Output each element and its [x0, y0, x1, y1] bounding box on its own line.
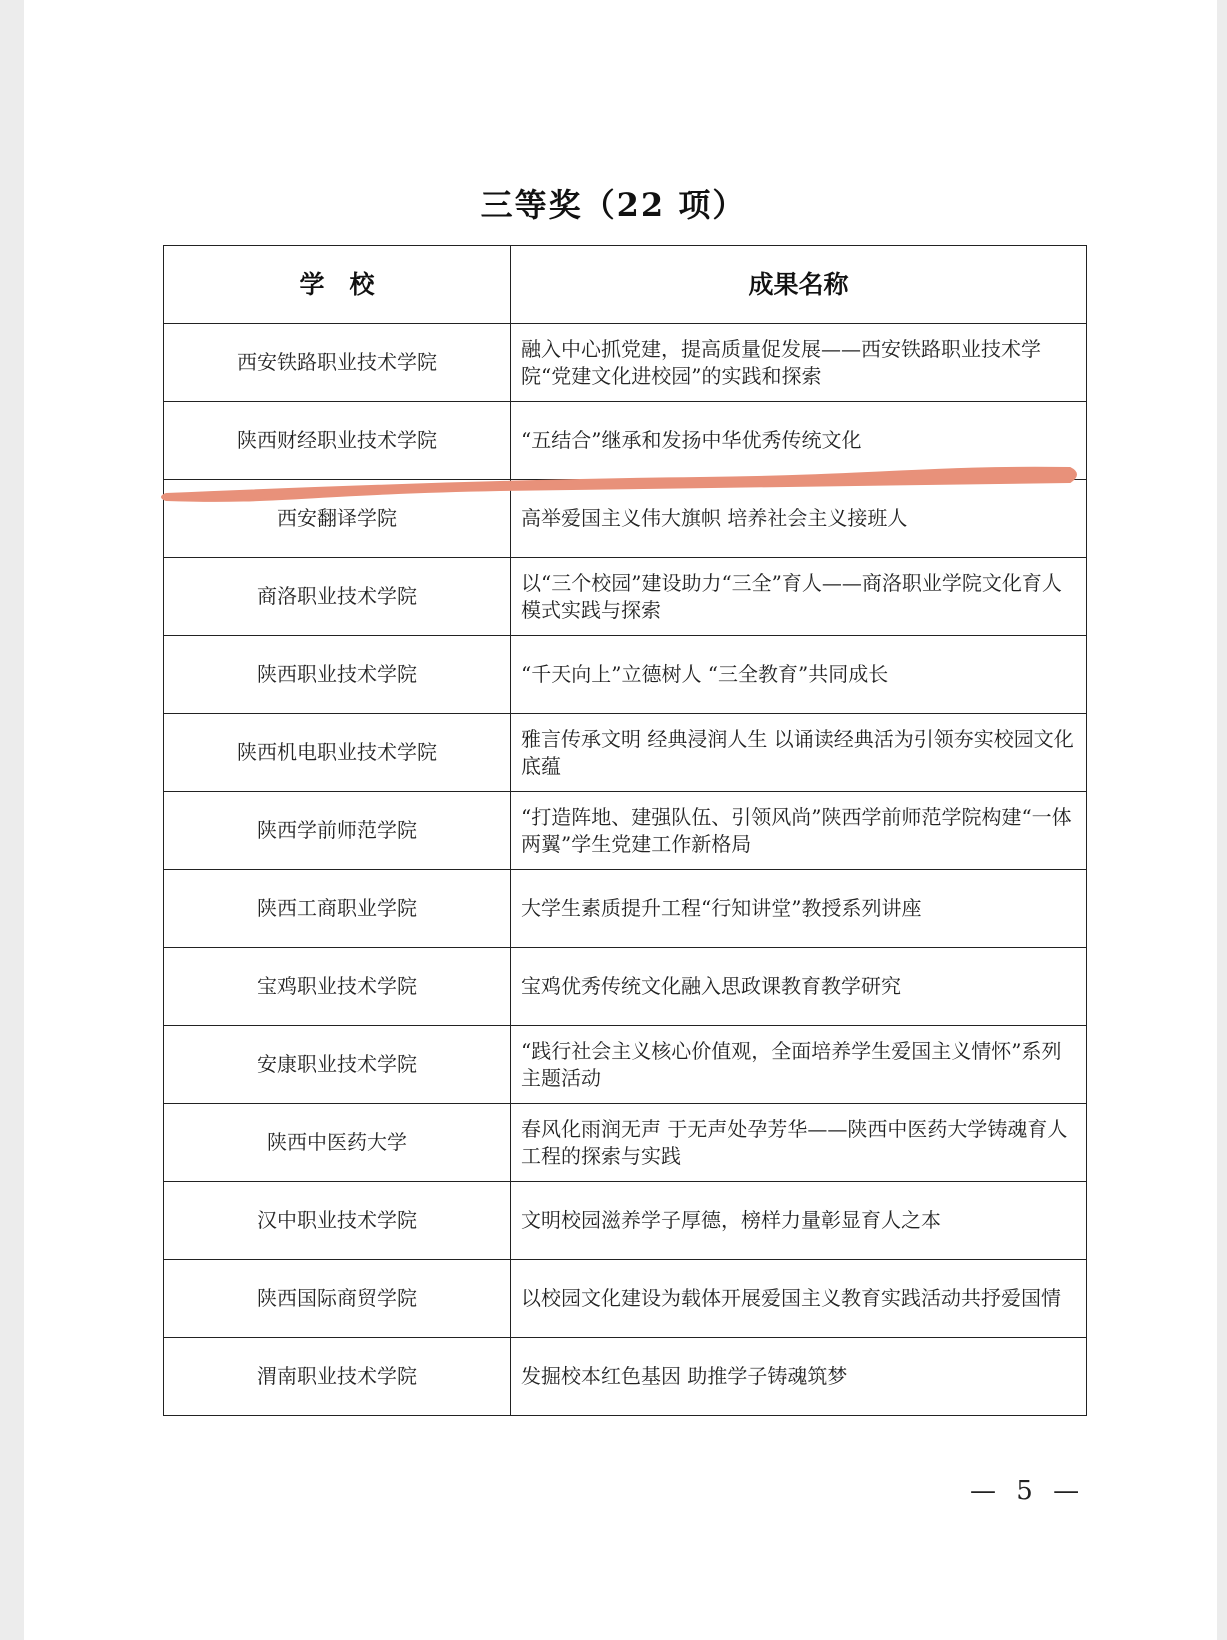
table-row	[164, 1026, 1087, 1104]
school-cell: 商洛职业技术学院	[164, 558, 511, 636]
achievement-cell: 雅言传承文明 经典浸润人生 以诵读经典活为引领夯实校园文化底蕴	[511, 714, 1087, 792]
table-row	[164, 714, 1087, 792]
table-row	[164, 636, 1087, 714]
achievement-cell: “千天向上”立德树人 “三全教育”共同成长	[511, 636, 1087, 714]
school-cell: 汉中职业技术学院	[164, 1182, 511, 1260]
table-row	[164, 1182, 1087, 1260]
table-row	[164, 1260, 1087, 1338]
awards-table	[163, 245, 1087, 1416]
achievement-cell: 以“三个校园”建设助力“三全”育人——商洛职业学院文化育人模式实践与探索	[511, 558, 1087, 636]
school-cell: 安康职业技术学院	[164, 1026, 511, 1104]
achievement-cell: 高举爱国主义伟大旗帜 培养社会主义接班人	[511, 480, 1087, 558]
table-row	[164, 402, 1087, 480]
table-row	[164, 948, 1087, 1026]
achievement-cell: “五结合”继承和发扬中华优秀传统文化	[511, 402, 1087, 480]
header-achievement: 成果名称	[511, 246, 1087, 324]
school-cell: 陕西中医药大学	[164, 1104, 511, 1182]
table-row	[164, 1338, 1087, 1416]
table-row	[164, 324, 1087, 402]
school-cell: 陕西学前师范学院	[164, 792, 511, 870]
table-row	[164, 1104, 1087, 1182]
table-row	[164, 792, 1087, 870]
achievement-cell: 大学生素质提升工程“行知讲堂”教授系列讲座	[511, 870, 1087, 948]
table-row	[164, 558, 1087, 636]
school-cell: 渭南职业技术学院	[164, 1338, 511, 1416]
achievement-cell: 融入中心抓党建，提高质量促发展——西安铁路职业技术学院“党建文化进校园”的实践和探索	[511, 324, 1087, 402]
achievement-cell: 春风化雨润无声 于无声处孕芳华——陕西中医药大学铸魂育人工程的探索与实践	[511, 1104, 1087, 1182]
school-cell: 陕西财经职业技术学院	[164, 402, 511, 480]
table-row	[164, 870, 1087, 948]
achievement-cell: 以校园文化建设为载体开展爱国主义教育实践活动共抒爱国情	[511, 1260, 1087, 1338]
school-cell: 西安铁路职业技术学院	[164, 324, 511, 402]
achievement-cell: 发掘校本红色基因 助推学子铸魂筑梦	[511, 1338, 1087, 1416]
page-title: 三等奖（22 项）	[480, 186, 747, 224]
achievement-cell: “打造阵地、建强队伍、引领风尚”陕西学前师范学院构建“一体两翼”学生党建工作新格局	[511, 792, 1087, 870]
school-cell: 陕西工商职业学院	[164, 870, 511, 948]
school-cell: 宝鸡职业技术学院	[164, 948, 511, 1026]
school-cell: 陕西职业技术学院	[164, 636, 511, 714]
header-school: 学 校	[164, 246, 511, 324]
achievement-cell: 宝鸡优秀传统文化融入思政课教育教学研究	[511, 948, 1087, 1026]
school-cell: 陕西机电职业技术学院	[164, 714, 511, 792]
page-number: — 5 —	[970, 1476, 1086, 1506]
achievement-cell: “践行社会主义核心价值观，全面培养学生爱国主义情怀”系列主题活动	[511, 1026, 1087, 1104]
school-cell: 西安翻译学院	[164, 480, 511, 558]
table-body	[164, 324, 1087, 1416]
achievement-cell: 文明校园滋养学子厚德，榜样力量彰显育人之本	[511, 1182, 1087, 1260]
table-row	[164, 480, 1087, 558]
table-header-row	[164, 246, 1087, 324]
school-cell: 陕西国际商贸学院	[164, 1260, 511, 1338]
